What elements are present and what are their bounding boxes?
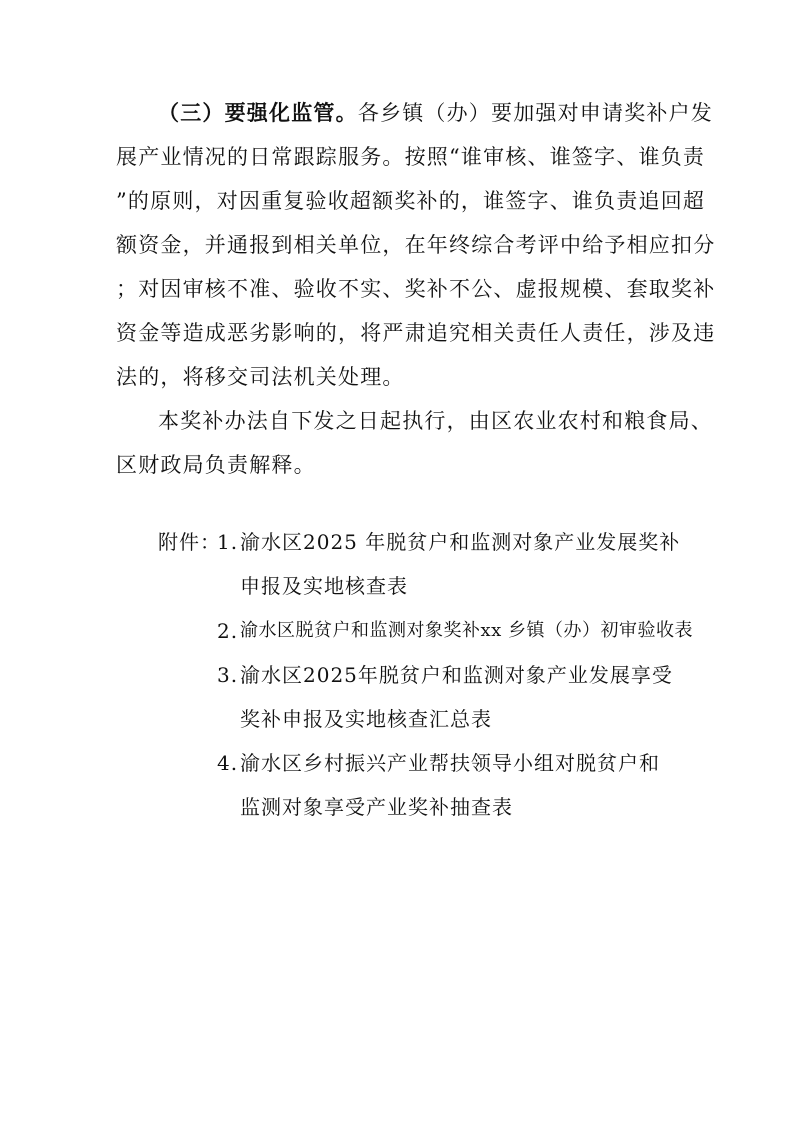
attachment-1-title: 渝水区2025 年脱贫户和监测对象产业发展奖补 (240, 530, 681, 554)
paragraph-line: ”的原则，对因重复验收超额奖补的，谁签字、谁负责追回超 (116, 189, 706, 213)
closing-paragraph-line: 区财政局负责解释。 (116, 453, 316, 477)
section-3-text: 各乡镇（办）要加强对申请奖补户发 (357, 101, 714, 125)
attachment-3-title: 渝水区2025年脱贫户和监测对象产业发展享受 (240, 663, 673, 687)
attachment-1-number: 1. (217, 530, 239, 554)
section-3-first-line (158, 96, 793, 130)
attachment-2-title: 渝水区脱贫户和监测对象奖补xx 乡镇（办）初审验收表 (240, 620, 694, 641)
attachment-2-number: 2. (217, 619, 239, 643)
attachments-label: 附件： (158, 530, 221, 554)
paragraph-line: 展产业情况的日常跟踪服务。按照“谁审核、谁签字、谁负责 (116, 145, 706, 169)
attachment-3-title-cont: 奖补申报及实地核查汇总表 (240, 707, 492, 731)
paragraph-line: ；对因审核不准、验收不实、奖补不公、虚报规模、套取奖补 (116, 277, 716, 301)
paragraph-line: 额资金，并通报到相关单位，在年终综合考评中给予相应扣分 (116, 233, 716, 257)
attachment-1-title-cont: 申报及实地核查表 (240, 574, 408, 598)
attachment-4-title-cont: 监测对象享受产业奖补抽查表 (240, 795, 513, 819)
paragraph-line: 资金等造成恶劣影响的，将严肃追究相关责任人责任，涉及违 (116, 321, 716, 345)
attachment-4-title: 渝水区乡村振兴产业帮扶领导小组对脱贫户和 (240, 751, 660, 775)
closing-paragraph-line: 本奖补办法自下发之日起执行，由区农业农村和粮食局、 (158, 409, 713, 433)
attachment-4-number: 4. (217, 751, 239, 775)
paragraph-line: 法的，将移交司法机关处理。 (116, 365, 405, 389)
section-3-heading: （三）要强化监管。 (158, 101, 358, 125)
attachment-3-number: 3. (217, 663, 239, 687)
